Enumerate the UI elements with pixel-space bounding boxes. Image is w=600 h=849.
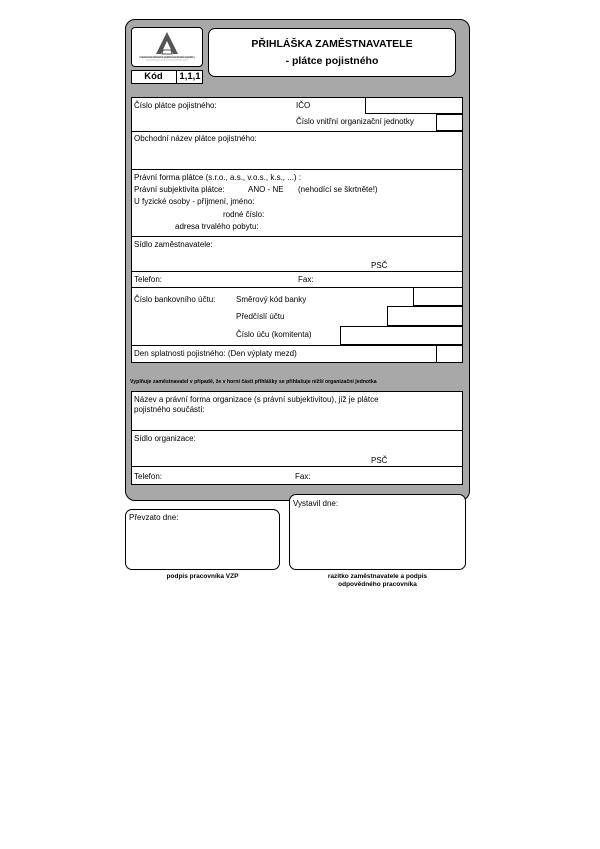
legal-form-label: Právní forma plátce (s.r.o., a.s., v.o.s., k.s., ...) : xyxy=(134,173,302,182)
fax-label: Fax: xyxy=(298,275,314,284)
bank-code-field[interactable] xyxy=(413,287,463,306)
legal-personality-label: Právní subjektivita plátce: xyxy=(134,185,225,194)
account-prefix-field[interactable] xyxy=(387,306,463,326)
internal-unit-label: Číslo vnitřní organizační jednotky xyxy=(296,117,414,126)
form-title: PŘIHLÁŠKA ZAMĚSTNAVATELE xyxy=(251,38,413,50)
account-prefix-label: Předčíslí účtu xyxy=(236,312,285,321)
code-label: Kód xyxy=(144,71,163,82)
bank-code-label: Směrový kód banky xyxy=(236,295,307,304)
organization-fax-label: Fax: xyxy=(295,472,311,481)
postal-code-label: PSČ xyxy=(371,261,388,270)
employer-stamp-caption: razítko zaměstnavatele a podpis xyxy=(327,573,428,580)
title-box xyxy=(208,28,456,77)
divider xyxy=(131,466,463,467)
internal-unit-field[interactable] xyxy=(436,114,463,131)
divider xyxy=(131,236,463,237)
organization-name-label: Název a právní forma organizace (s právní subjektivitou), jíž je plátce xyxy=(134,395,379,404)
logo-box xyxy=(131,27,203,67)
form-subtitle: - plátce pojistného xyxy=(285,55,379,67)
due-date-label: Den splatnosti pojistného: (Den výplaty mezd) xyxy=(134,349,297,358)
received-date-label: Převzato dne: xyxy=(129,513,179,522)
divider xyxy=(131,271,463,272)
employer-seat-label: Sídlo zaměstnavatele: xyxy=(134,240,213,249)
code-value: 1,1,1 xyxy=(179,71,201,82)
birth-number-label: rodné číslo: xyxy=(223,210,265,219)
phone-label: Telefon: xyxy=(134,275,163,284)
divider xyxy=(131,430,463,431)
subunit-note: Vyplňuje zaměstnavatel v případě, že v horní části přihlášky se přihlašuje nižší organizační jednotka xyxy=(130,379,377,385)
due-date-field[interactable] xyxy=(436,345,463,363)
divider xyxy=(131,131,463,132)
trade-name-label: Obchodní název plátce pojistného: xyxy=(134,134,257,143)
payer-number-label: Číslo plátce pojistného: xyxy=(134,101,217,110)
organization-seat-label: Sídlo organizace: xyxy=(134,434,196,443)
ico-field[interactable] xyxy=(365,97,463,114)
issued-date-label: Vystavil dne: xyxy=(293,499,339,508)
divider xyxy=(131,345,463,346)
organization-phone-label: Telefon: xyxy=(134,472,163,481)
logo-text: Všeobecná zdravotní pojišťovna České republiky xyxy=(138,56,196,59)
organization-postal-code-label: PSČ xyxy=(371,456,388,465)
yes-no-option[interactable]: ANO - NE xyxy=(248,185,284,194)
organization-name-label-cont: pojistného součástí: xyxy=(134,405,205,414)
vzp-signature-caption: podpis pracovníka VZP xyxy=(166,573,239,580)
ico-label: IČO xyxy=(296,101,311,110)
account-number-field[interactable] xyxy=(340,326,463,345)
vzp-logo-icon xyxy=(132,28,202,66)
strike-note: (nehodící se škrtněte!) xyxy=(298,185,378,194)
divider xyxy=(131,169,463,170)
address-label: adresa trvalého pobytu: xyxy=(175,222,259,231)
person-name-label: U fyzické osoby - příjmení, jméno: xyxy=(134,197,255,206)
account-number-label: Číslo úču (komitenta) xyxy=(236,330,312,339)
bank-account-label: Číslo bankovního účtu: xyxy=(134,295,216,304)
employer-stamp-caption-cont: odpovědného pracovníka xyxy=(338,581,417,588)
